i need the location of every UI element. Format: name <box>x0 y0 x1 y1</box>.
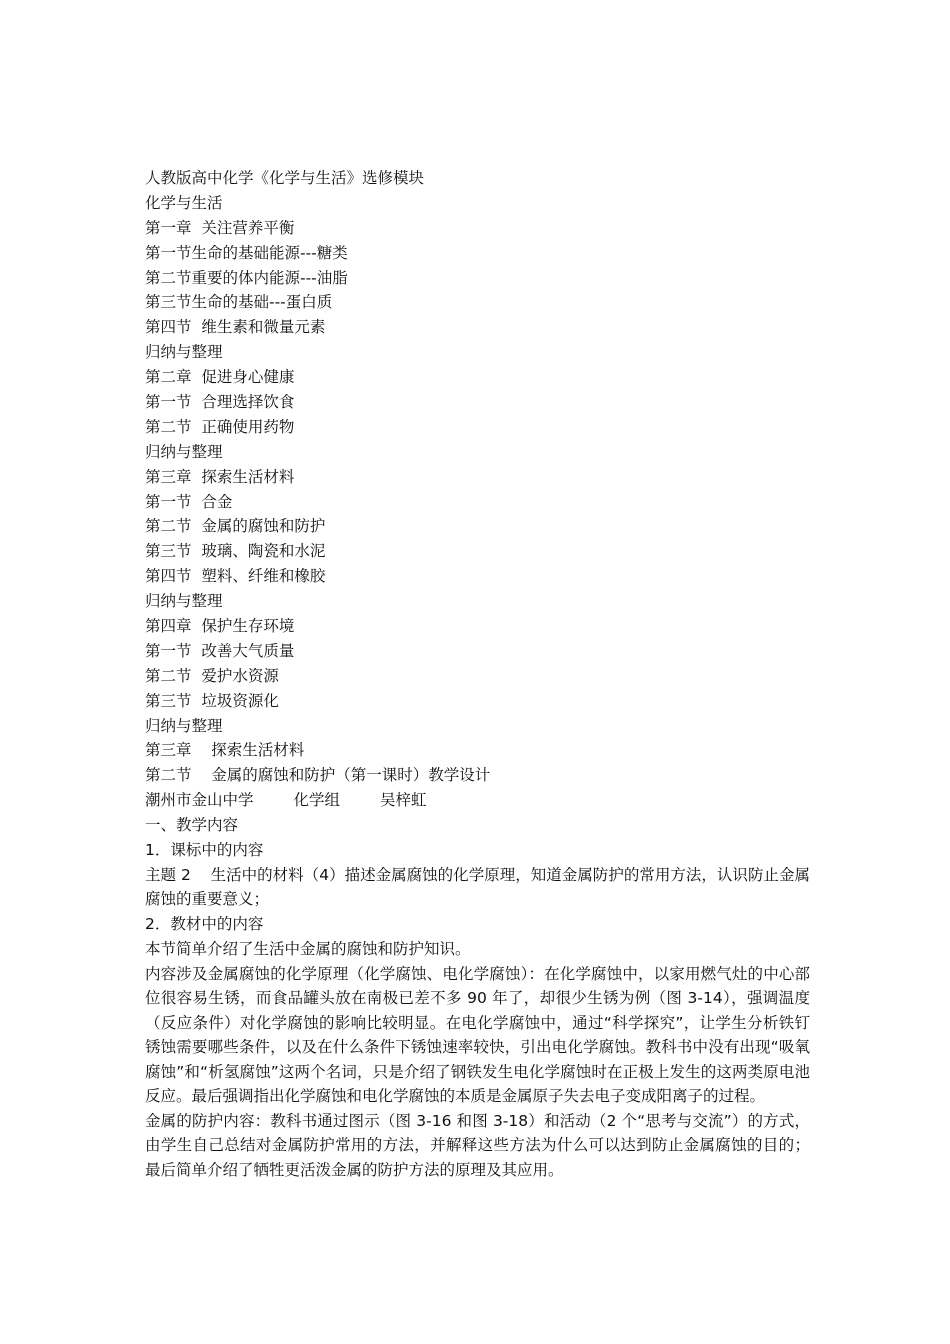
author-school: 潮州市金山中学 <box>145 791 254 810</box>
author-line <box>145 788 810 813</box>
author-group: 化学组 <box>293 791 341 810</box>
toc-item: 第一节生命的基础能源---糖类 <box>145 243 348 262</box>
table-of-contents <box>145 191 810 739</box>
toc-item: 第四节 塑料、纤维和橡胶 <box>145 567 326 586</box>
toc-item: 化学与生活 <box>145 193 223 212</box>
toc-item: 第二节重要的体内能源---油脂 <box>145 268 348 287</box>
toc-item: 第三节 垃圾资源化 <box>145 691 279 710</box>
toc-item: 第三节 玻璃、陶瓷和水泥 <box>145 542 326 561</box>
textbook-paragraph-corrosion: 内容涉及金属腐蚀的化学原理（化学腐蚀、电化学腐蚀）：在化学腐蚀中，以家用燃气灶的中心部位很容易生锈，而食品罐头放在南极已差不多 90 年了，却很少生锈为例（图 3-14），强调温度（反应条件）对化学腐蚀的影响比较明显。在电化学腐蚀中，通过“科学探究”，让学生分析铁钉锈蚀需要哪些条件，以及在什么条件下锈蚀速率较快，引出电化学腐蚀。教科书中没有出现“吸氧腐蚀”和“析氢腐蚀”这两个名词，只是介绍了钢铁发生电化学腐蚀时在正极上发生的这两类原电池反应。最后强调指出化学腐蚀和电化学腐蚀的本质是金属原子失去电子变成阳离子的过程。 <box>145 964 810 1106</box>
toc-item: 归纳与整理 <box>145 442 223 461</box>
toc-item: 第二章 促进身心健康 <box>145 368 295 387</box>
toc-item: 第三节生命的基础---蛋白质 <box>145 293 333 312</box>
toc-item: 第四章 保护生存环境 <box>145 617 295 636</box>
toc-item: 归纳与整理 <box>145 716 223 735</box>
section-heading: 一、教学内容 <box>145 816 239 835</box>
toc-item: 归纳与整理 <box>145 343 223 362</box>
toc-item: 第三章 探索生活材料 <box>145 467 295 486</box>
textbook-intro: 本节简单介绍了生活中金属的腐蚀和防护知识。 <box>145 939 471 958</box>
toc-item: 第四节 维生素和微量元素 <box>145 318 326 337</box>
lesson-title: 第二节 金属的腐蚀和防护（第一课时）教学设计 <box>145 766 491 785</box>
document-page <box>145 166 810 1182</box>
toc-item: 第一节 合理选择饮食 <box>145 393 295 412</box>
toc-item: 第一章 关注营养平衡 <box>145 218 295 237</box>
subsection-heading: 1．课标中的内容 <box>145 841 264 860</box>
toc-item: 第二节 正确使用药物 <box>145 417 295 436</box>
toc-item: 第一节 改善大气质量 <box>145 641 295 660</box>
subsection-heading: 2．教材中的内容 <box>145 914 264 933</box>
toc-item: 第二节 爱护水资源 <box>145 666 279 685</box>
toc-item: 归纳与整理 <box>145 592 223 611</box>
lesson-chapter: 第三章 探索生活材料 <box>145 741 305 760</box>
document-title: 人教版高中化学《化学与生活》选修模块 <box>145 169 425 187</box>
toc-item: 第二节 金属的腐蚀和防护 <box>145 517 326 536</box>
curriculum-standard-text: 主题 2 生活中的材料（4）描述金属腐蚀的化学原理，知道金属防护的常用方法，认识防止金属腐蚀的重要意义； <box>145 865 810 909</box>
author-name: 吴梓虹 <box>380 791 427 810</box>
toc-item: 第一节 合金 <box>145 492 233 511</box>
textbook-paragraph-protection: 金属的防护内容：教科书通过图示（图 3-16 和图 3-18）和活动（2 个“思考与交流”）的方式，由学生自己总结对金属防护常用的方法，并解释这些方法为什么可以达到防止金属腐蚀的目的；最后简单介绍了牺牲更活泼金属的防护方法的原理及其应用。 <box>145 1111 810 1179</box>
